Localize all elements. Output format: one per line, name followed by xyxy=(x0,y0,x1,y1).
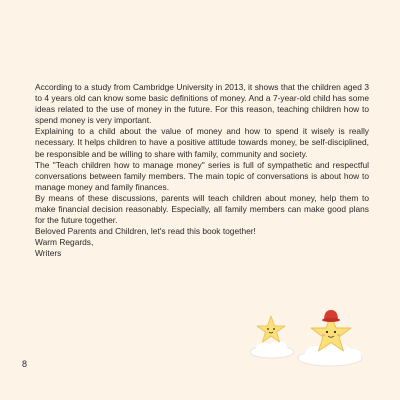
foreword-text xyxy=(35,82,369,260)
red-hat-icon xyxy=(322,310,340,322)
paragraph-study: According to a study from Cambridge University in 2013, it shows that the children aged 3 to 4 years old can know some basic definitions of money. And a 7-year-old child has some ideas related to the use of money in the future. For this reason, teaching children how to spend money is very important. xyxy=(35,82,369,126)
small-star-icon xyxy=(257,316,285,342)
page-number: 8 xyxy=(22,359,28,369)
closing-salutation: Warm Regards, xyxy=(35,237,94,248)
signature: Writers xyxy=(35,248,62,259)
big-cloud-icon xyxy=(298,344,362,366)
paragraph-series: The "Teach children how to manage money" series is full of sympathetic and respectful conversations between family members. The main topic of conversations is about how to manage money and family finances. xyxy=(35,159,369,192)
small-cloud-icon xyxy=(250,341,294,358)
paragraph-explaining: Explaining to a child about the value of money and how to spend it wisely is really necessary. It helps children to have a positive attitude towards money, be self-disciplined, be responsible and be willing to share with family, community and society. xyxy=(35,126,369,159)
stars-on-clouds-icon xyxy=(238,300,378,370)
paragraph-invitation: Beloved Parents and Children, let's read this book together! xyxy=(35,226,256,237)
paragraph-discussions: By means of these discussions, parents will teach children about money, help them to make financial decision reasonably. Especially, all family members can make good plans for the future together. xyxy=(35,192,369,226)
